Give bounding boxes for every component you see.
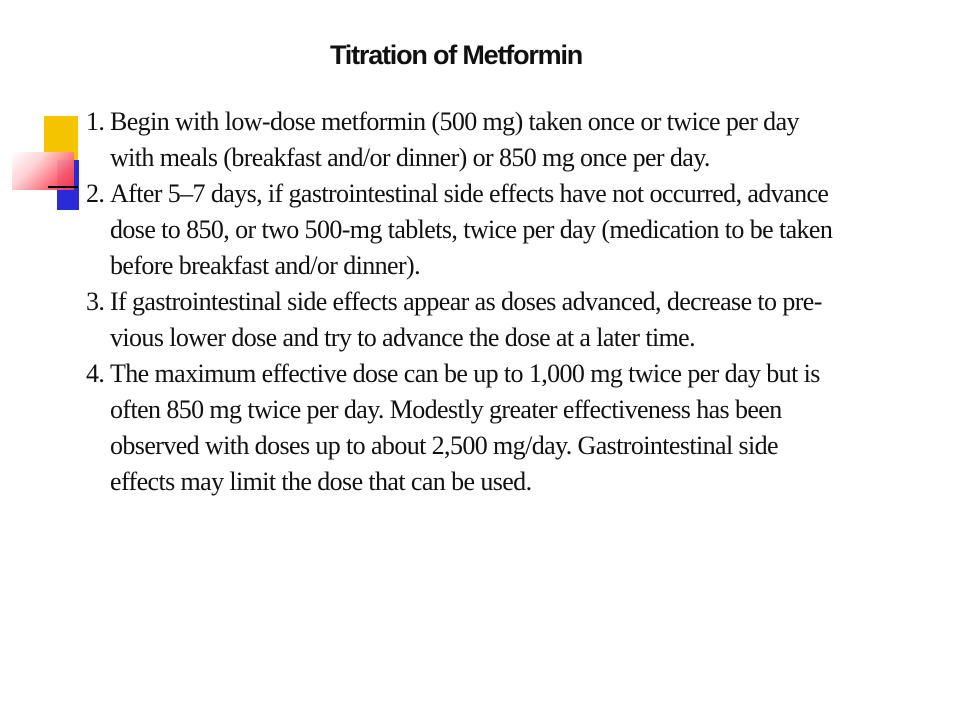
decoration-rule	[48, 186, 78, 188]
step-text: The maximum effective dose can be up to 1,000 mg twice per day but is often 850 mg twice per day. Modestly greater effectiveness has been observed with doses up to about 2,500 mg/day. Gastrointestinal side effects may limit the dose that can be used.	[110, 359, 820, 496]
titration-steps-list	[80, 104, 840, 500]
list-item-step-1	[80, 104, 820, 176]
list-item-step-2	[80, 176, 845, 284]
list-item-step-4	[80, 356, 825, 500]
step-number: 2.	[86, 179, 105, 208]
red-gradient-square-decoration	[12, 152, 74, 190]
step-number: 3.	[86, 287, 105, 316]
slide-title: Titration of Metformin	[330, 40, 583, 70]
step-number: 1.	[86, 107, 105, 136]
step-text: After 5–7 days, if gastrointestinal side effects have not occurred, advance dose to 850, or two 500-mg tablets, twice per day (medication to be taken before breakfast and/or dinner).	[110, 179, 833, 280]
step-number: 4.	[86, 359, 105, 388]
step-text: If gastrointestinal side effects appear as doses advanced, decrease to pre-vious lower dose and try to advance the dose at a later time.	[110, 287, 822, 352]
list-item-step-3	[80, 284, 845, 356]
step-text: Begin with low-dose metformin (500 mg) taken once or twice per day with meals (breakfast and/or dinner) or 850 mg once per day.	[110, 107, 799, 172]
